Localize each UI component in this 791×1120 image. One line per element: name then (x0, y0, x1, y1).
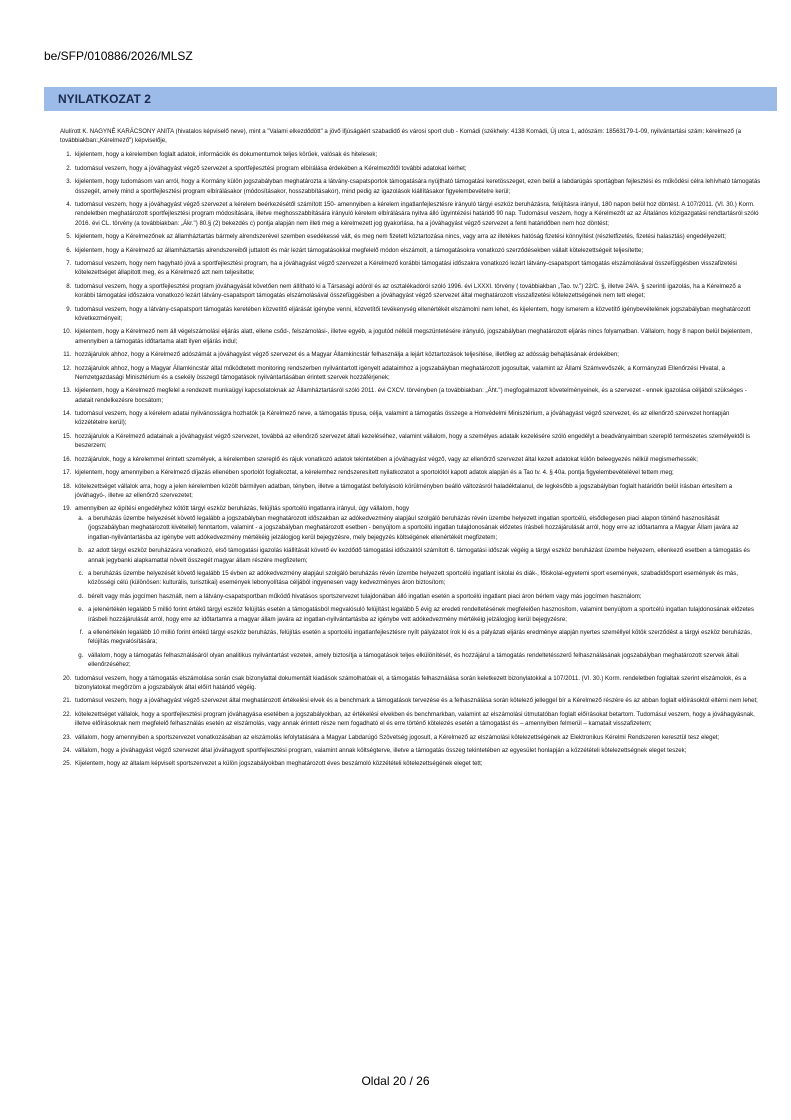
declaration-subitem: g. vállalom, hogy a támogatás felhasználásáról olyan analitikus nyilvántartást vezetek, amely biztosítja a támogatások teljes elkülönítését, és hozzájárul a támogatás rendeltetésszerű felhasználásának jogszabályban meghatározott szervek általi ellenőrzéséhez; (85, 651, 762, 670)
declaration-subitem: d. bérelt vagy más jogcímen használt, nem a látvány-csapatsportban működő hivatásos sportszervezet tulajdonában álló ingatlan esetén a sportcélú ingatlant piaci áron bérlem vagy más jogcímen használom; (85, 592, 762, 601)
declaration-item (73, 468, 762, 477)
declaration-item-text: kijelentem, hogy tudomásom van arról, hogy a Kormány külön jogszabályban meghatározta a látvány-csapatsportok támogatására nyújtható támogatási keretösszeget, ezen belül a labdarúgás sportágban fejlesztési és működési célra lehívható támogatás összegét, amely mind a sportfejlesztési program elbírálásakor (módosításakor, hosszabbításakor), mind pedig az igazolások kiállításakor figyelembevételre kerül; (75, 178, 761, 195)
section-header (44, 87, 777, 111)
declaration-item-text: tudomásul veszem, hogy a támogatás elszámolása során csak bizonylattal dokumentált kiadások számolhatóak el, a támogatás felhasználása során keletkezett bizonylatokkal a 107/2011. (VI. 30.) Korm. rendeletben foglaltak szerint elszámolok, és a bizonylatokat megőrzöm a jogszabályok által előírt határidő végéig. (75, 674, 747, 691)
declaration-item (73, 246, 762, 255)
declaration-item (73, 177, 762, 196)
declaration-item-text: tudomásul veszem, hogy a kérelem adatai nyilvánosságra hozhatók (a Kérelmező neve, a támogatás típusa, célja, valamint a támogatás összege a Honvédelmi Minisztérium, a jóváhagyást végző szervezet, és az ellenőrző szervezet honlapján közzétételre kerül); (75, 410, 730, 427)
declaration-item (73, 504, 762, 669)
declaration-item (73, 386, 762, 405)
declaration-item-text: tudomásul veszem, hogy a jóváhagyást végző szervezet a kérelem beérkezésétől számított 150- amennyiben a kérelem ingatlanfejlesztésre irányuló tárgyi eszköz beruházásra, felújításra irányul, 180 napon belül hoz döntést. A 107/2011. (VI. 30.) Korm. rendeletben meghatározott sportfejlesztési program módosítására, illetve meghosszabbítására irányuló kérelem elbírálására nyitva álló ügyintézési határidő 90 nap. Tudomásul veszem, hogy a Kérelmezőt az az Általános közigazgatási rendtartásról szóló 2016. évi CL. törvény (a továbbiakban: „Ákr.") 80.§ (2) bekezdés c) pontja alapján nem illeti meg a kérelmezett jog gyakorlása, ha a jóváhagyást végző szervezet a fenti határidőben nem hoz döntést; (75, 200, 759, 227)
declaration-item-text: tudomásul veszem, hogy a jóváhagyást végző szervezet által meghatározott értékelési elvek és a benchmark a támogatások tervezése és a felhasználása során kötelező jelleggel bír a Kérelmező részére és az abban foglalt előírásoktól eltérni nem lehet; (75, 697, 758, 705)
declaration-item-text: kötelezettséget vállalok, hogy a sportfejlesztési program jóváhagyása esetében a jogszabályokban, az értékelési elvekben és benchmarkban, valamint az elszámolási útmutatóban foglalt előírásokat betartom. Tudomásul veszem, hogy a jóváhagyásnak, illetve előírásoknak nem megfelelő felhasználás esetén az elszámolás, vagy annak érintett része nem fogadható el és erre történő kötelezés esetén a támogatást és – amennyiben felmerül – kamatait visszafizetem; (75, 710, 755, 728)
declaration-item-text: kijelentem, hogy a Kérelmező megfelel a rendezett munkaügyi kapcsolatoknak az Államháztartásról szóló 2011. évi CXCV. törvényben (a továbbiakban: „Áht.") megfogalmazott követelményeinek, és a szervezet - ennek igazolása céljából szükséges - adatait rendelkezésre bocsátom; (75, 387, 747, 404)
declaration-item (73, 759, 762, 768)
declaration-item (73, 455, 762, 464)
declaration-item-text: kijelentem, hogy amennyiben a Kérelmező díjazás ellenében sportolót foglalkoztat, a kérelemhez rendszeresített nyilatkozatot a sportolótól kapott adatok alapján és a Tao tv. 4. § 40a. pontja figyelembevételével tettem meg; (75, 469, 674, 477)
declaration-item (73, 746, 762, 755)
declaration-item (73, 305, 762, 324)
declaration-item (73, 710, 762, 729)
section-title: NYILATKOZAT 2 (58, 92, 151, 106)
declaration-item-text: hozzájárulok ahhoz, hogy a Magyar Államkincstár által működtetett monitoring rendszerben nyilvántartott igényelt adataimhoz a jogszabályban meghatározott jogosultak, valamint az Állami Számvevőszék, a Kormányzati Ellenőrzési Hivatal, a Nemzetgazdasági Minisztérium és a csekély összegű támogatások nyilvántartásában érintett szervek hozzáférjenek; (75, 364, 725, 381)
declaration-item (73, 164, 762, 173)
declaration-item-text: kötelezettséget vállalok arra, hogy a jelen kérelemben közölt bármilyen adatban, tényben, illetve a támogatást befolyásoló körülményben beálló változásról haladéktalanul, de legkésőbb a jogszabályban foglalt határidőn belül írásban értesítem a jóváhagyó-, illetve az ellenőrző szervezetet; (75, 482, 733, 499)
declaration-item-text: kijelentem, hogy a Kérelmező nem áll végelszámolási eljárás alatt, ellene csőd-, felszámolási-, illetve egyéb, a jogutód nélküli megszüntetésére irányuló, jogszabályban meghatározott eljárás nincs folyamatban. Vállalom, hogy 8 napon belül bejelentem, amennyiben a támogatás időtartama alatt ilyen eljárás indul; (75, 328, 753, 345)
intro-paragraph: Alulírott K. NAGYNÉ KARÁCSONY ANITA (hivatalos képviselő neve), mint a "Valami elkezdődött" a jövő ifjúságáért szabadidő és városi sport club - Komádi (székhely: 4138 Komádi, Új utca 1, adószám: 18563179-1-09, nyilvántartási szám: kérelmező (a továbbiakban:„Kérelmező") képviselője, (60, 128, 742, 145)
declaration-subitem: e. a jelenértékén legalább 5 millió forint értékű tárgyi eszköz felújítás esetén a támogatásból megvalósuló felújítást legalább 5 évig az eredeti rendeltetésének megfelelően hasznosítom, valamint benyújtom a sportcélú ingatlan tulajdonosának előzetes írásbeli hozzájárulását arról, hogy erre az időtartamra a magyar állam javára az ingatlan-nyilvántartásba az igénybe vett adókedvezmény mértékéig jelzálogjog kerül bejegyzésre; (85, 605, 762, 624)
declaration-item-text: vállalom, hogy amennyiben a sportszervezet vonatkozásában az elszámolás lefolytatására a Magyar Labdarúgó Szövetség jogosult, a Kérelmező az elszámolási kötelezettségének az Elektronikus Kérelmi Rendszeren keresztül tesz eleget; (75, 733, 720, 741)
declaration-item (73, 282, 762, 301)
declaration-item-text: tudomásul veszem, hogy a látvány-csapatsport támogatás keretében közvetítő eljárását igénybe venni, közvetítői tevékenység ellenértékét elszámolni nem lehet, és kijelentem, hogy ismerem a közvetítő igénybevételének jogszabályban meghatározott következményeit; (75, 305, 751, 322)
declaration-item-text: hozzájárulok a Kérelmező adatainak a jóváhagyást végző szervezet, továbbá az ellenőrző szervezet általi kezeléséhez, valamint vállalom, hogy a személyes adataik kezelésére szóló engedélyt a beadványaimban szereplő természetes személyektől is beszerzem; (75, 432, 751, 450)
document-reference: be/SFP/010886/2026/MLSZ (44, 49, 193, 63)
declaration-item (73, 150, 762, 159)
declaration-subitem: c. a beruházás üzembe helyezését követő legalább 15 évben az adókedvezmény alapjául szolgáló beruházás révén üzembe helyezett sportcélú ingatlant iskolai és diák-, főiskolai-egyetemi sport események, szabadidősport események és más, közösségi célú (különösen: kulturális, turisztikai) események lebonyolítása céljából ingyenesen vagy kedvezményes áron biztosítom; (85, 569, 762, 588)
declaration-item (73, 364, 762, 383)
declaration-subitem: a. a beruházás üzembe helyezését követő legalább a jogszabályban meghatározott időszakban az adókedvezmény alapjául szolgáló beruházás révén üzembe helyezett ingatlan sportcélú, elsődlegesen piaci alapon történő hasznosítását (jogszabályban meghatározott kivétellel) fenntartom, valamint - a jogszabályban meghatározott esetben - benyújtom a sportcélú ingatlan tulajdonosának előzetes írásbeli hozzájárulását arról, hogy erre az időtartamra a Magyar Állam javára az ingatlan-nyilvántartásba az igénybe vett adókedvezmény mértékéig jelzálogjog kerül bejegyzésre, mely bejegyzés költségének ellenértékét megfizetem; (85, 514, 762, 542)
declaration-item (73, 350, 762, 359)
declaration-item-text: amennyiben az építési engedélyhez kötött tárgyi eszköz beruházás, felújítás sportcélú ingatlanra irányul, úgy vállalom, hogy (75, 505, 409, 513)
declaration-item-text: hozzájárulok, hogy a kérelemmel érintett személyek, a kérelemben szereplő és rájuk vonatkozó adatok tekintetében a jóváhagyást végző, vagy az ellenőrző szervezet által kezelt adatokat külön beleegyezés nélkül megismerhessék; (75, 455, 698, 463)
declaration-item (73, 259, 762, 278)
declaration-item (73, 232, 762, 241)
declaration-item-text: tudomásul veszem, hogy a jóváhagyást végző szervezet a sportfejlesztési program elbírálása érdekében a Kérelmezőtől további adatokat kérhet; (75, 164, 467, 172)
declaration-item (73, 409, 762, 428)
declaration-item-text: kijelentem, hogy a kérelemben foglalt adatok, információk és dokumentumok teljes körűek, valósak és hitelesek; (75, 151, 378, 159)
declaration-item-text: tudomásul veszem, hogy nem hagyható jóvá a sportfejlesztési program, ha a jóváhagyást végző szervezet a Kérelmező korábbi támogatási időszakra vonatkozó lezárt látvány-csapatsport támogatás elszámolásával összefüggésben visszafizetési kötelezettséget állapított meg, és a Kérelmező azt nem teljesítette; (75, 259, 737, 277)
declaration-body (60, 127, 762, 773)
declaration-item (73, 327, 762, 346)
declaration-item (73, 674, 762, 693)
declaration-item-text: hozzájárulok ahhoz, hogy a Kérelmező adószámát a jóváhagyást végző szervezet és a Magyar Államkincstár felhasználja a lejárt köztartozások teljesítése, illetőleg az adósság behajtásának érdekében; (75, 351, 620, 359)
declaration-item (73, 733, 762, 742)
declaration-subitem: f. a ellenértékén legalább 10 millió forint értékű tárgyi eszköz beruházás, felújítás esetén a sportcélú ingatlanfejlesztésre nyílt pályázatot írok ki és a pályázati eljárás eredménye alapján nyertes személlyel kötök szerződést a tárgyi eszköz beruházás, felújítás megvalósítására; (85, 628, 762, 647)
declaration-item (73, 200, 762, 228)
page-number: Oldal 20 / 26 (361, 1074, 430, 1088)
declaration-item (73, 696, 762, 705)
declaration-list (60, 150, 762, 769)
declaration-item-text: kijelentem, hogy a Kérelmezőnek az államháztartás bármely alrendszerével szemben esedékessé vált, és meg nem fizetett köztartozása nincs, vagy arra az illetékes hatóság fizetési könnyítést (részletfizetés, fizetési halasztás) engedélyezett; (75, 233, 726, 241)
declaration-item-text: Kijelentem, hogy az általam képviselt sportszervezet a külön jogszabályokban meghatározott éves beszámoló közzétételi kötelezettségének eleget tett; (75, 760, 483, 768)
declaration-item-text: vállalom, hogy a jóváhagyást végző szervezet által jóváhagyott sportfejlesztési program, valamint annak költségterve, illetve a támogatás összeg tekintetében az egyesület honlapján a közzétételi kötelezettségnek eleget teszek; (75, 747, 687, 755)
declaration-item-text: kijelentem, hogy a Kérelmező az államháztartás alrendszereiből juttatott és már lezárt támogatásokkal megfelelő módon elszámolt, a támogatásokra vonatkozó szerződésekben vállalt kötelezettségeit teljesítette; (75, 246, 644, 254)
declaration-subitem: b. az adott tárgyi eszköz beruházásra vonatkozó, első támogatási igazolás kiállítását követő év kezdődő támogatási időszaktól számított 6. támogatási időszak végéig a tárgyi eszköz beruházást üzembe helyezem, ellenkező esetben a támogatás és annak jegybanki alapkamattal növelt összegét magyar állam részére megfizetem; (85, 546, 762, 565)
declaration-sublist (75, 514, 762, 669)
declaration-item-text: tudomásul veszem, hogy a sportfejlesztési program jóváhagyását követően nem állítható ki a Társasági adóról és az osztalékadóról szóló 1996. évi LXXXI. törvény ( továbbiakban „Tao. tv.") 22/C. §, illetve 24/A. § szerinti igazolás, ha a Kérelmező a korábbi támogatási időszakra vonatkozó lezárt látvány-csapatsport támogatás elszámolásával összefüggésben a jóváhagyást végző szervezet által meghatározott visszafizetési kötelezettségének nem tett eleget; (75, 282, 741, 300)
declaration-item (73, 482, 762, 501)
declaration-item (73, 432, 762, 451)
